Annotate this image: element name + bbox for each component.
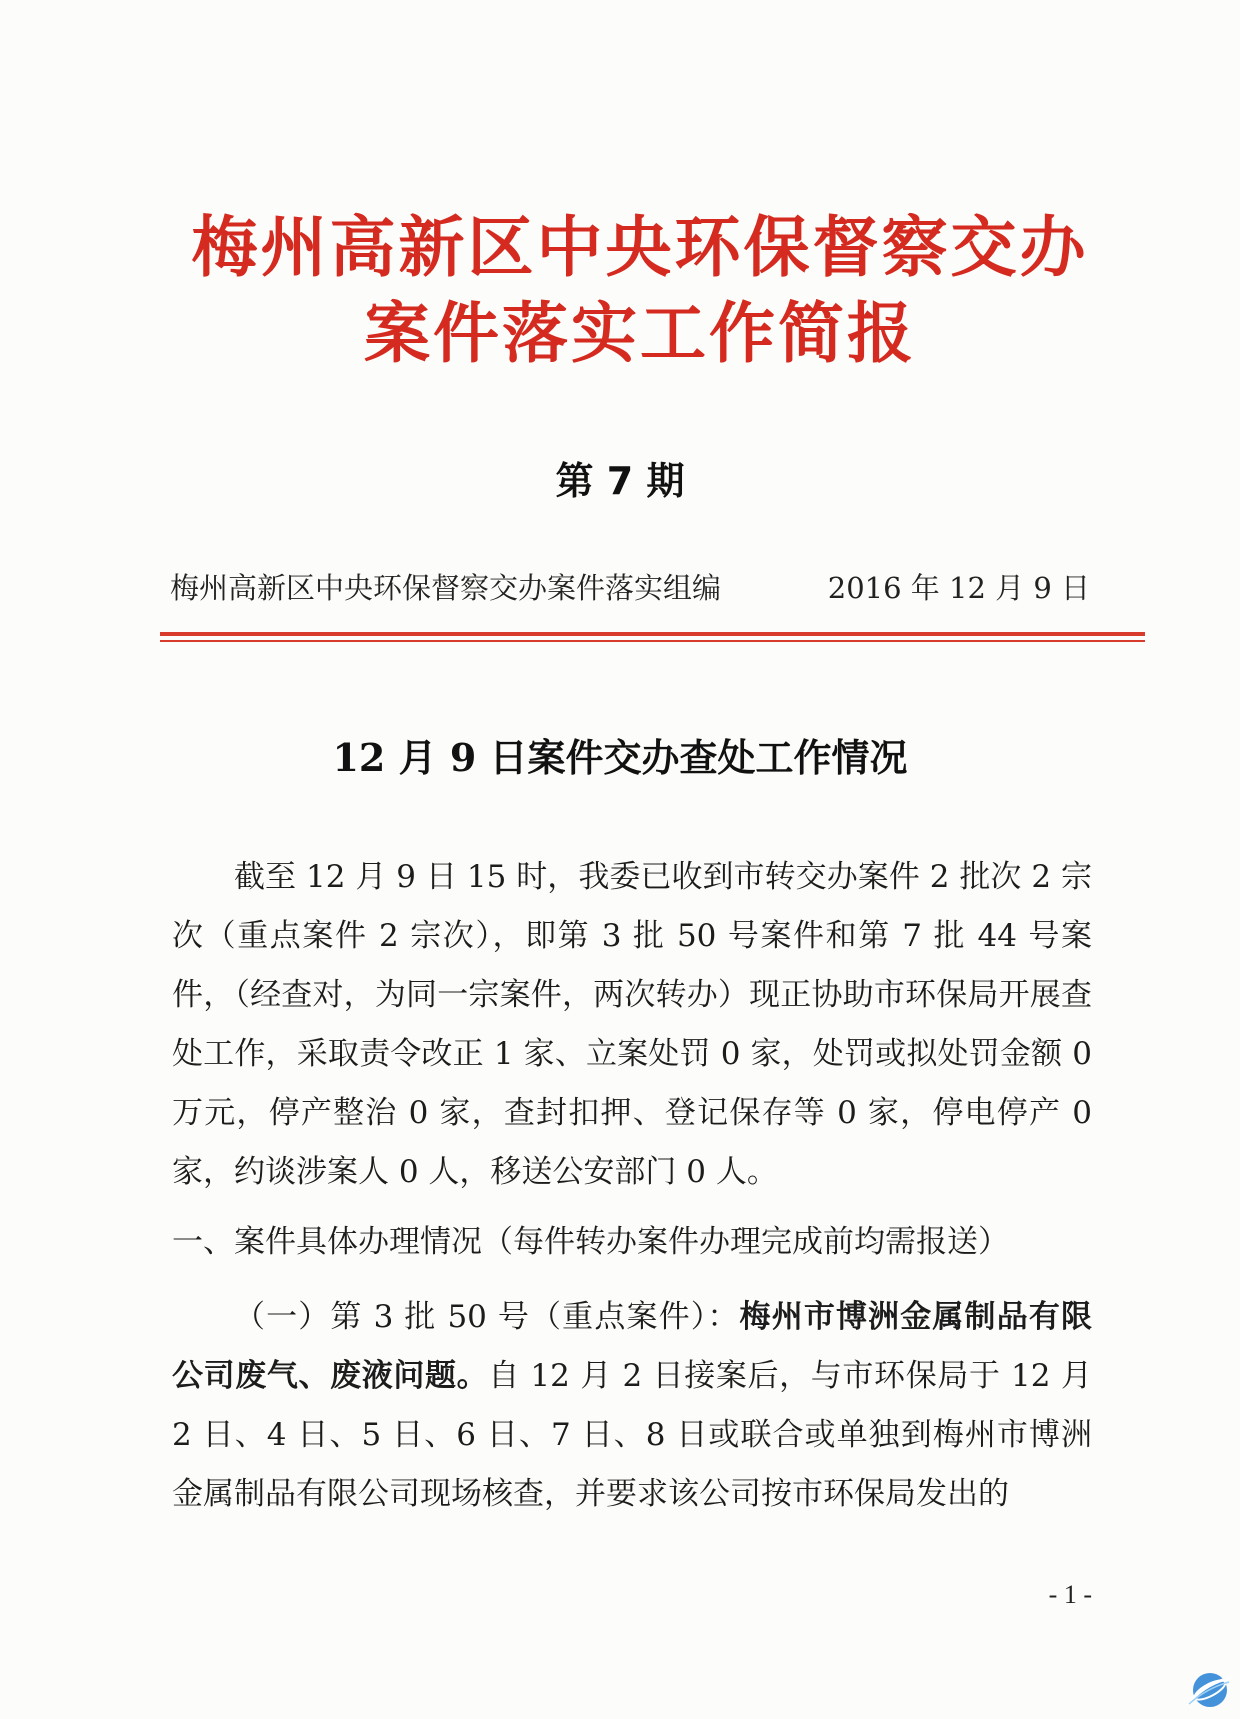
section-title: 12 月 9 日案件交办查处工作情况 (332, 735, 908, 780)
editor-line (170, 566, 1090, 607)
summary-paragraph (172, 848, 1092, 1202)
case-paragraph (172, 1288, 1092, 1524)
editor-org: 梅州高新区中央环保督察交办案件落实组编 (170, 571, 722, 605)
editor-date: 2016 年 12 月 9 日 (827, 571, 1090, 605)
heading-case-details: 一、案件具体办理情况（每件转办案件办理完成前均需报送） (172, 1224, 1009, 1260)
summary-text: 截至 12 月 9 日 15 时，我委已收到市转交办案件 2 批次 2 宗次（重点案件 2 宗次），即第 3 批 50 号案件和第 7 批 44 号案件，（经查对，为同一宗案件，两次转办）现正协助市环保局开展查处工作，采取责令改正 1 家、立案处罚 0 家，处罚或拟处罚金额 0 万元，停产整治 0 家，查封扣押、登记保存等 0 家，停电停产 0 家，约谈涉案人 0 人，移送公安部门 0 人。 (172, 859, 1092, 1190)
case-prefix: （一）第 3 批 50 号（重点案件）： (234, 1299, 740, 1335)
masthead-line-2: 案件落实工作简报 (364, 295, 916, 372)
page-number: - 1 - (1048, 1580, 1092, 1609)
case-body: 自 12 月 2 日接案后，与市环保局于 12 月 2 日、4 日、5 日、6 日、7 日、8 日或联合或单独到梅州市博洲金属制品有限公司现场核查，并要求该公司按市环保局发出的 (172, 1358, 1092, 1512)
issue-number: 第 7 期 (555, 459, 685, 503)
header-divider-thick (160, 632, 1145, 636)
bulletin-masthead (150, 205, 1130, 377)
globe-swoosh-logo-icon (1187, 1668, 1233, 1712)
masthead-line-1: 梅州高新区中央环保督察交办 (191, 209, 1089, 286)
header-divider-thin (160, 640, 1145, 642)
case-title: 梅州市博洲金属制品有限公司废气、废液问题。 (172, 1299, 1092, 1394)
